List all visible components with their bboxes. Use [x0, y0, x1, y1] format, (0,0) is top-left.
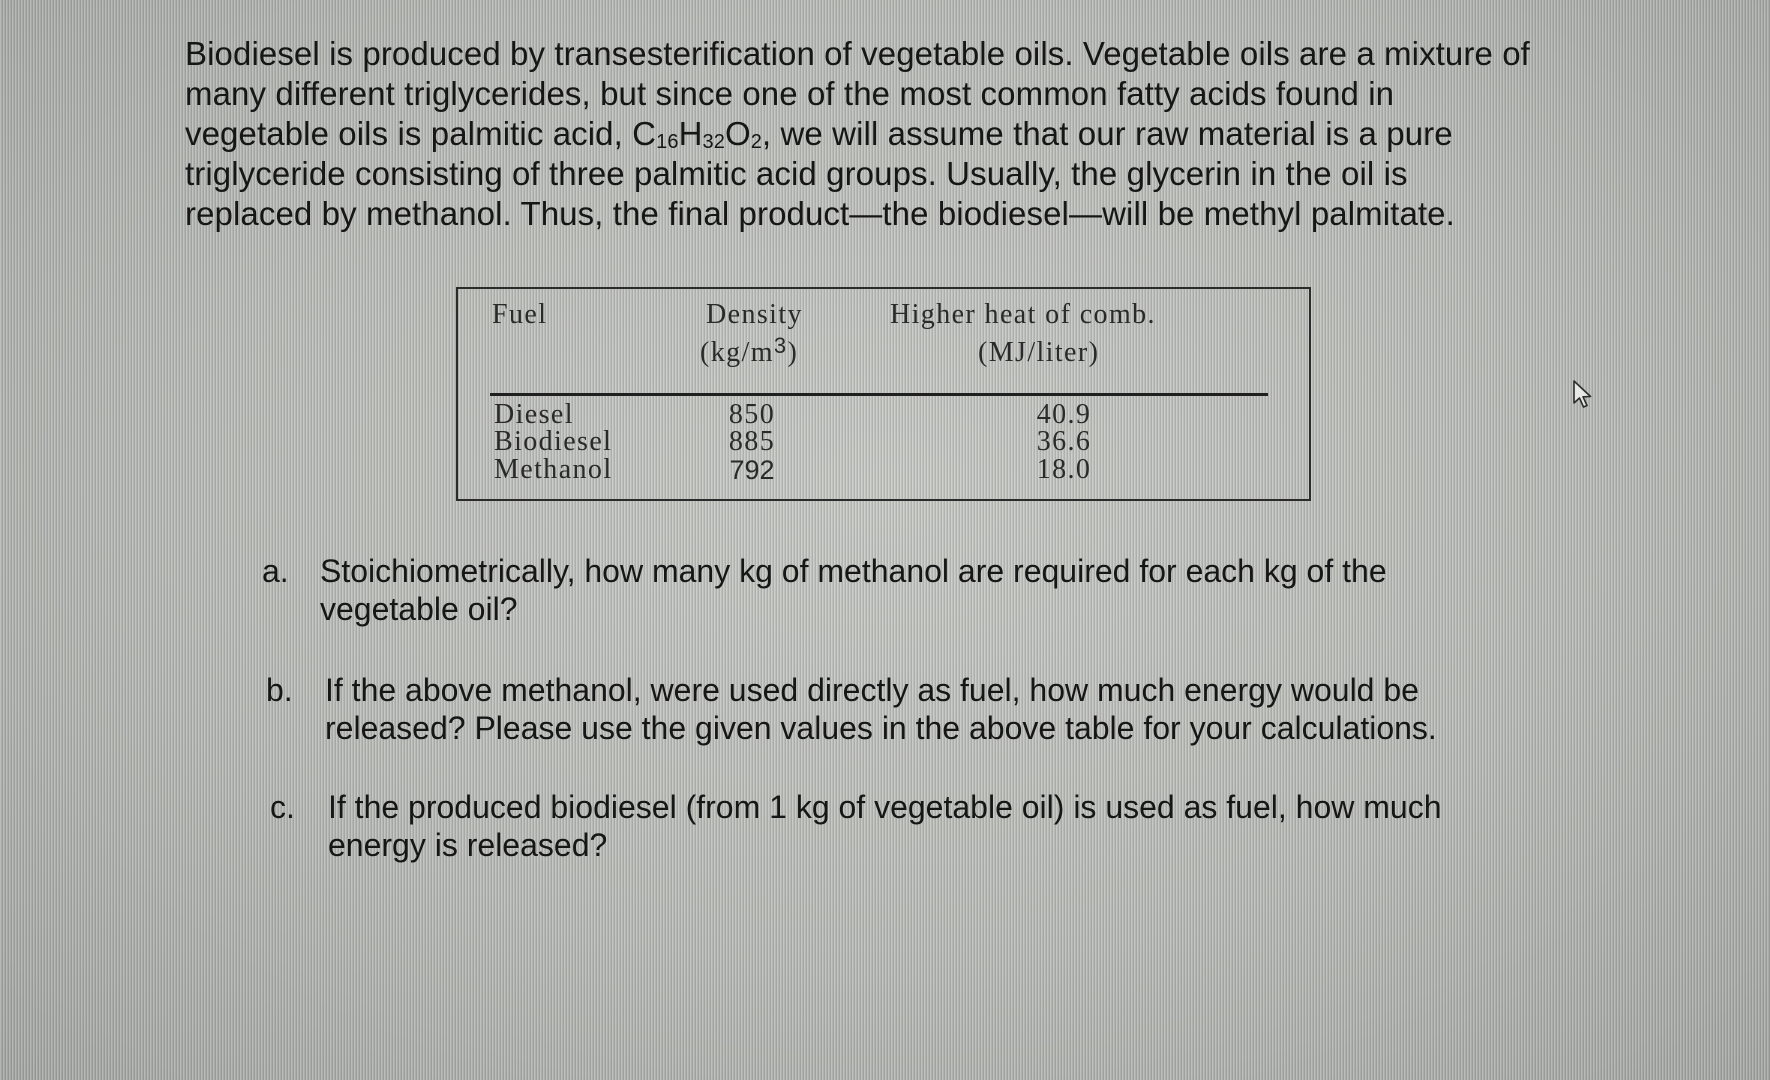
text: (kg/m: [700, 337, 774, 368]
question-text: [325, 671, 1437, 747]
subscript: 16: [656, 131, 679, 153]
question-line: vegetable oil?: [320, 591, 518, 627]
header-density-unit: [700, 333, 799, 369]
text: O: [724, 115, 751, 152]
cell-density: 885: [728, 426, 776, 457]
question-marker: b.: [266, 672, 293, 708]
fuel-properties-table: [456, 287, 1311, 501]
text: H: [678, 115, 703, 152]
cell-density: 850: [728, 399, 776, 430]
cell-heat: 18.0: [1036, 454, 1092, 485]
header-density: Density: [706, 299, 803, 330]
intro-line: replaced by methanol. Thus, the final product—the biodiesel—will be methyl palmitate.: [185, 195, 1455, 232]
intro-paragraph: [185, 34, 1645, 234]
intro-line-formula: [185, 114, 1645, 154]
text: , we will assume that our raw material is a pure: [761, 115, 1453, 152]
question-text: [328, 788, 1442, 864]
header-heat: Higher heat of comb.: [890, 299, 1156, 330]
mouse-pointer-icon: [1572, 379, 1594, 411]
question-line: If the produced biodiesel (from 1 kg of vegetable oil) is used as fuel, how much: [328, 789, 1442, 825]
intro-line: Biodiesel is produced by transesterification of vegetable oils. Vegetable oils are a mixture of: [185, 35, 1530, 72]
question-line: energy is released?: [328, 827, 608, 863]
table-row: [458, 427, 1309, 457]
cell-density: 792: [729, 455, 775, 485]
intro-line: triglyceride consisting of three palmitic acid groups. Usually, the glycerin in the oil is: [185, 155, 1408, 192]
cell-heat: 40.9: [1036, 399, 1092, 430]
header-heat-unit: (MJ/liter): [978, 337, 1100, 368]
text: vegetable oils is palmitic acid, C: [185, 115, 657, 152]
header-divider: [490, 393, 1268, 396]
header-fuel: Fuel: [492, 299, 548, 330]
subscript: 2: [750, 131, 762, 153]
question-marker: a.: [262, 553, 289, 589]
question-line: Stoichiometrically, how many kg of methanol are required for each kg of the: [320, 553, 1387, 589]
cell-heat: 36.6: [1036, 426, 1092, 457]
text: ): [787, 337, 799, 368]
superscript: 3: [773, 333, 788, 358]
table-row: [458, 455, 1309, 485]
intro-line: many different triglycerides, but since one of the most common fatty acids found in: [185, 75, 1395, 112]
cell-fuel: Biodiesel: [494, 426, 613, 457]
question-text: [320, 552, 1387, 628]
cell-fuel: Methanol: [494, 454, 613, 485]
question-line: released? Please use the given values in the above table for your calculations.: [325, 710, 1437, 746]
question-marker: c.: [270, 789, 295, 825]
cell-fuel: Diesel: [494, 399, 574, 430]
subscript: 32: [702, 131, 725, 153]
question-line: If the above methanol, were used directly as fuel, how much energy would be: [325, 672, 1419, 708]
